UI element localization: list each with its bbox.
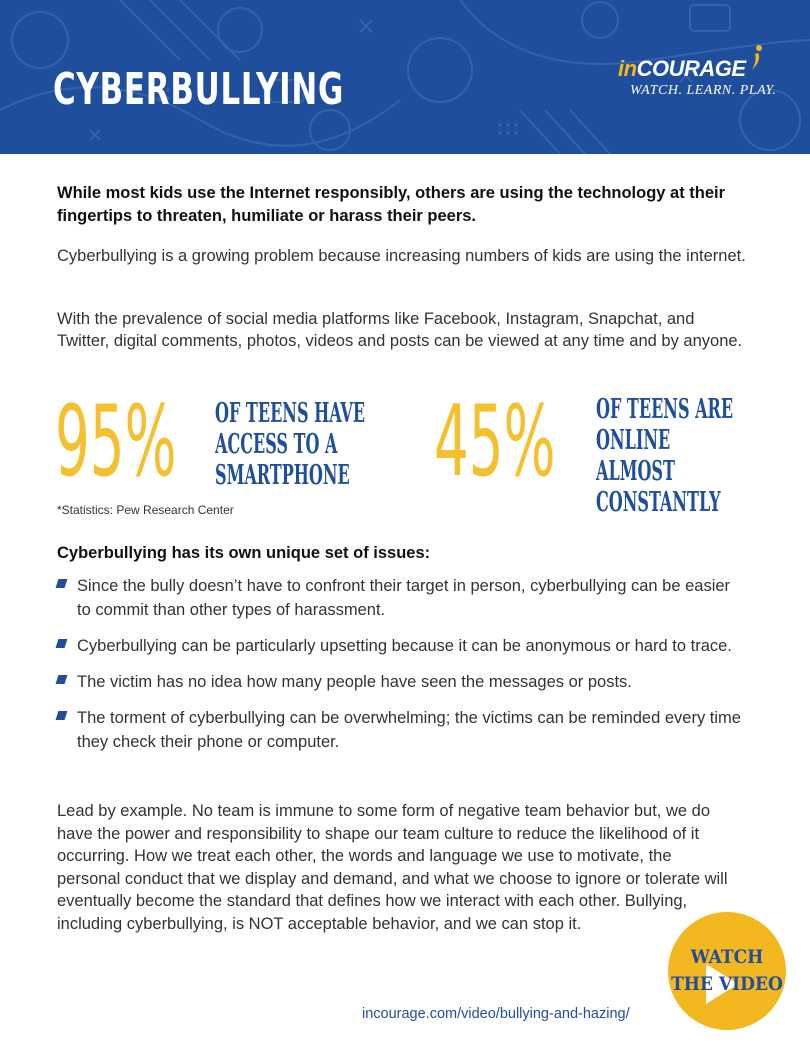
- watch-video-button[interactable]: [668, 912, 786, 1030]
- bullet-icon: [56, 579, 68, 588]
- issues-list: [57, 574, 747, 754]
- intro-paragraph-2: With the prevalence of social media platforms like Facebook, Instagram, Snapchat, and Twitter, digital comments, photos, videos and posts can be viewed at any time and by anyone.: [57, 310, 743, 350]
- page-title: CYBERBULLYING: [53, 64, 345, 115]
- logo-prefix: in: [618, 56, 637, 81]
- stat-value-1: 95%: [55, 385, 177, 499]
- intro-paragraph-1: Cyberbullying is a growing problem because increasing numbers of kids are using the internet.: [57, 247, 746, 265]
- list-item: [57, 574, 747, 622]
- list-item: [57, 634, 747, 658]
- list-item: [57, 670, 747, 694]
- list-item-text: The torment of cyberbullying can be overwhelming; the victims can be reminded every time they check their phone or computer.: [77, 709, 741, 751]
- list-item-text: Since the bully doesn’t have to confront their target in person, cyberbullying can be easier to commit than other types of harassment.: [77, 577, 731, 619]
- closing-paragraph: Lead by example. No team is immune to some form of negative team behavior but, we do have the power and responsibility to shape our team culture to reduce the likelihood of it occurring. How we treat each other, the words and language we use to motivate, the personal conduct that we display and demand, and what we choose to ignore or tolerate will eventually become the standard that defines how we interact with each other. Bullying, including cyberbullying, is NOT acceptable behavior, and we can stop it.: [57, 802, 728, 933]
- lead-paragraph: While most kids use the Internet responsibly, others are using the technology at their fingertips to threaten, humiliate or harass their peers.: [57, 184, 726, 225]
- stat-value-2: 45%: [434, 385, 556, 499]
- logo-name: COURAGE: [636, 56, 746, 81]
- header-banner: [0, 0, 810, 154]
- logo-tagline: WATCH. LEARN. PLAY.: [630, 83, 777, 98]
- bullet-icon: [56, 639, 68, 648]
- bullet-icon: [56, 675, 68, 684]
- issues-heading: Cyberbullying has its own unique set of issues:: [57, 544, 431, 562]
- incourage-logo[interactable]: [618, 56, 777, 106]
- source-note: *Statistics: Pew Research Center: [57, 503, 234, 517]
- stat-label-1: OF TEENS HAVE ACCESS TO A SMARTPHONE: [215, 398, 366, 491]
- video-link[interactable]: incourage.com/video/bullying-and-hazing/: [362, 1006, 630, 1022]
- list-item-text: The victim has no idea how many people have seen the messages or posts.: [77, 673, 632, 691]
- stat-label-2: OF TEENS ARE ONLINE ALMOST CONSTANTLY: [596, 394, 734, 518]
- list-item: [57, 706, 747, 754]
- bullet-icon: [56, 711, 68, 720]
- flame-icon: [744, 44, 766, 72]
- watch-video-label: WATCH THE VIDEO: [671, 946, 783, 995]
- logo-wordmark: [618, 56, 746, 82]
- list-item-text: Cyberbullying can be particularly upsetting because it can be anonymous or hard to trace.: [77, 637, 732, 655]
